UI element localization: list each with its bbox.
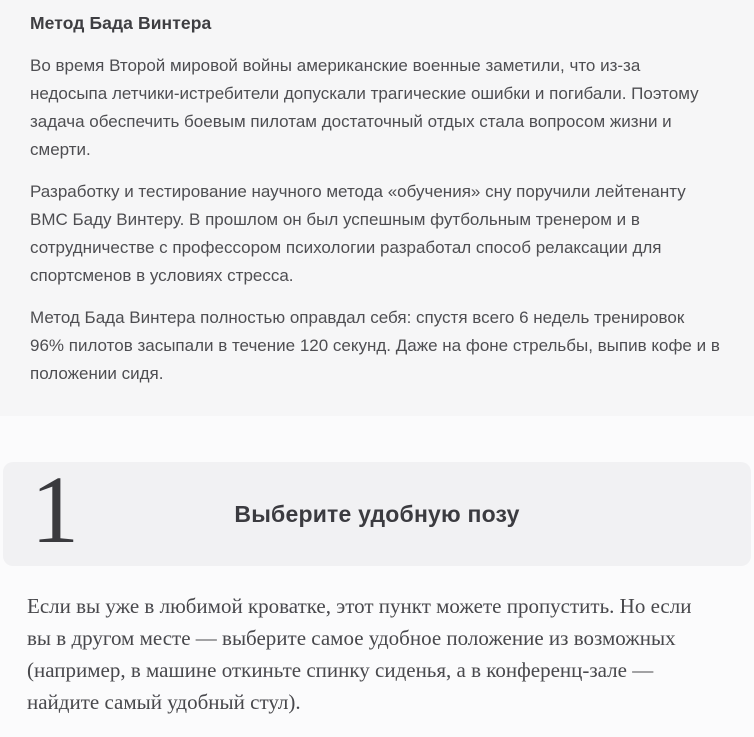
step-body-paragraph: Если вы уже в любимой кроватке, этот пункт можете пропустить. Но если вы в другом месте — выберите самое удобное положение из возможных (например, в машине откиньте спинку сиденья, а в конференц-зале — найдите самый удобный стул).: [27, 594, 692, 714]
step-number: 1: [31, 456, 79, 564]
step-card: [3, 456, 751, 566]
step-title: Выберите удобную позу: [234, 501, 520, 527]
section-heading: Метод Бада Винтера: [30, 13, 212, 33]
step-body-section: [0, 566, 754, 718]
intro-paragraph-3: Метод Бада Винтера полностью оправдал себя: спустя всего 6 недель тренировок 96% пилотов засыпали в течение 120 секунд. Даже на фоне стрельбы, выпив кофе и в положении сидя.: [30, 308, 720, 383]
intro-paragraph-2: Разработку и тестирование научного метода «обучения» сну поручили лейтенанту ВМС Баду Винтеру. В прошлом он был успешным футбольным тренером и в сотрудничестве с профессором психологии разработал способ релаксации для спортсменов в условиях стресса.: [30, 182, 686, 285]
intro-paragraph-1: Во время Второй мировой войны американские военные заметили, что из-за недосыпа летчики-истребители допускали трагические ошибки и погибали. Поэтому задача обеспечить боевым пилотам достаточный отдых стала вопросом жизни и смерти.: [30, 56, 699, 159]
section-gap: [0, 416, 754, 462]
